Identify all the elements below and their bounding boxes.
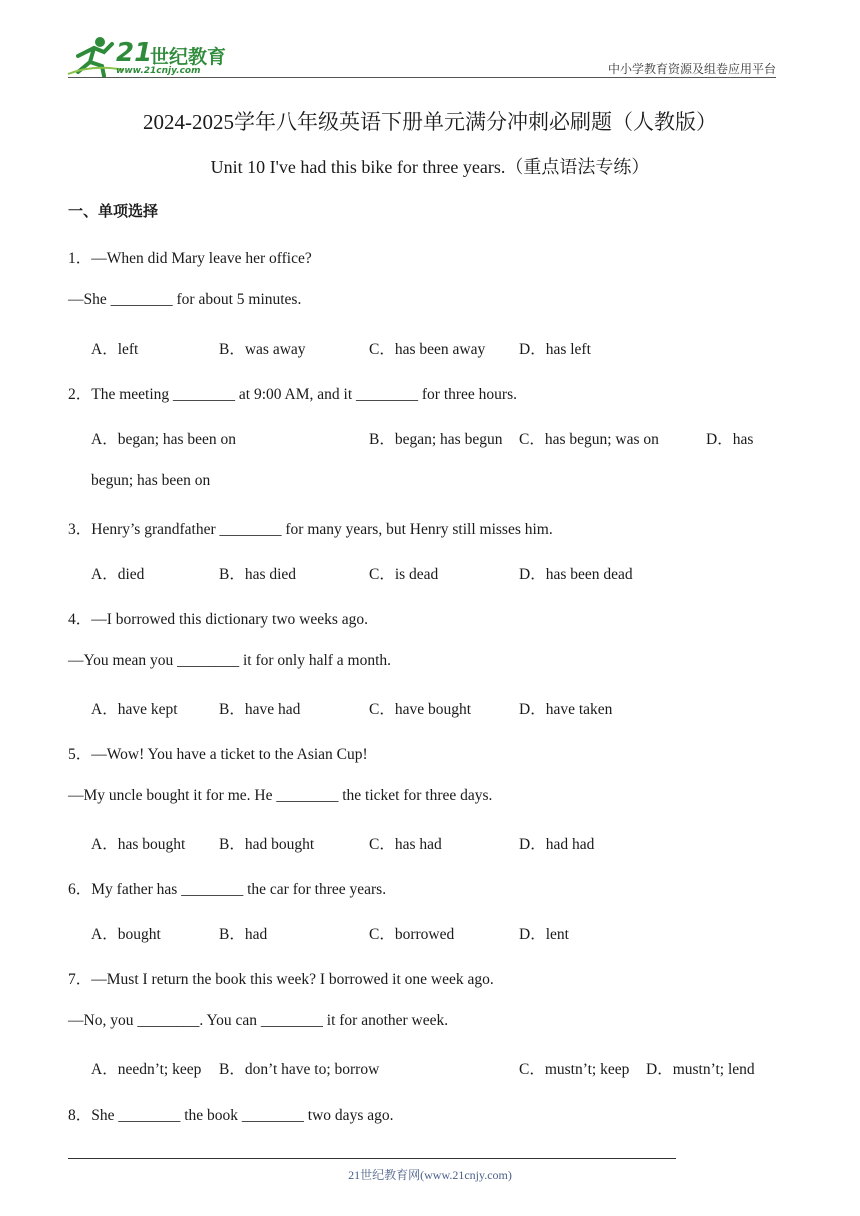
question-7-option-d: D．mustn’t; lend bbox=[646, 1061, 755, 1078]
question-4-option-b: B．have had bbox=[219, 701, 301, 718]
question-8-stem: 8．She ________ the book ________ two days ago. bbox=[68, 1107, 394, 1124]
question-7-option-b: B．don’t have to; borrow bbox=[219, 1061, 380, 1078]
footer-text: 21世纪教育网(www.21cnjy.com) bbox=[348, 1168, 512, 1182]
question-4-option-d: D．have taken bbox=[519, 701, 613, 718]
footer-divider bbox=[68, 1158, 676, 1159]
question-5-stem: 5．—Wow! You have a ticket to the Asian Cup! bbox=[68, 746, 368, 763]
site-logo bbox=[64, 34, 234, 80]
question-2-option-d: D．has bbox=[706, 431, 754, 448]
logo-url: www.21cnjy.com bbox=[116, 66, 201, 76]
question-5-option-c: C．has had bbox=[369, 836, 442, 853]
logo-cn-text: 世纪教育 bbox=[150, 46, 227, 68]
question-2-option-d-wrap: begun; has been on bbox=[91, 472, 211, 489]
logo-number: 21 bbox=[116, 38, 153, 68]
question-6-option-d: D．lent bbox=[519, 926, 569, 943]
question-3-stem: 3．Henry’s grandfather ________ for many years, but Henry still misses him. bbox=[68, 521, 553, 538]
question-5-option-b: B．had bought bbox=[219, 836, 315, 853]
question-6-option-c: C．borrowed bbox=[369, 926, 455, 943]
question-1-option-c: C．has been away bbox=[369, 341, 486, 358]
question-4-line-2: —You mean you ________ it for only half a month. bbox=[68, 652, 392, 669]
question-2-stem: 2．The meeting ________ at 9:00 AM, and it ________ for three hours. bbox=[68, 386, 518, 403]
question-3-option-c: C．is dead bbox=[369, 566, 439, 583]
question-6-option-b: B．had bbox=[219, 926, 268, 943]
question-3-option-b: B．has died bbox=[219, 566, 297, 583]
question-7-stem: 7．—Must I return the book this week? I borrowed it one week ago. bbox=[68, 971, 494, 988]
question-3-option-d: D．has been dead bbox=[519, 566, 633, 583]
section-heading: 一、单项选择 bbox=[68, 202, 159, 220]
question-7-option-c: C．mustn’t; keep bbox=[519, 1061, 630, 1078]
question-2-option-b: B．began; has begun bbox=[369, 431, 503, 448]
question-4-option-a: A．have kept bbox=[91, 701, 178, 718]
question-4-stem: 4．—I borrowed this dictionary two weeks ago. bbox=[68, 611, 369, 628]
question-4-option-c: C．have bought bbox=[369, 701, 472, 718]
header-tagline: 中小学教育资源及组卷应用平台 bbox=[607, 62, 776, 76]
question-5-option-a: A．has bought bbox=[91, 836, 186, 853]
question-6-option-a: A．bought bbox=[91, 926, 161, 943]
question-1-option-b: B．was away bbox=[219, 341, 306, 358]
question-1-option-d: D．has left bbox=[519, 341, 591, 358]
question-2-option-a: A．began; has been on bbox=[91, 431, 237, 448]
question-2-option-c: C．has begun; was on bbox=[519, 431, 659, 448]
question-5-option-d: D．had had bbox=[519, 836, 595, 853]
page-title: 2024-2025学年八年级英语下册单元满分冲刺必刷题（人教版） bbox=[143, 110, 717, 134]
question-1-stem: 1．—When did Mary leave her office? bbox=[68, 250, 312, 267]
header-divider bbox=[68, 77, 776, 78]
question-1-option-a: A．left bbox=[91, 341, 139, 358]
question-1-line-2: —She ________ for about 5 minutes. bbox=[68, 291, 302, 308]
question-6-stem: 6．My father has ________ the car for three years. bbox=[68, 881, 387, 898]
question-3-option-a: A．died bbox=[91, 566, 145, 583]
question-7-option-a: A．needn’t; keep bbox=[91, 1061, 202, 1078]
page-subtitle: Unit 10 I've had this bike for three years.（重点语法专练） bbox=[210, 157, 650, 177]
question-5-line-2: —My uncle bought it for me. He ________ the ticket for three days. bbox=[68, 787, 493, 804]
question-7-line-2: —No, you ________. You can ________ it for another week. bbox=[68, 1012, 449, 1029]
